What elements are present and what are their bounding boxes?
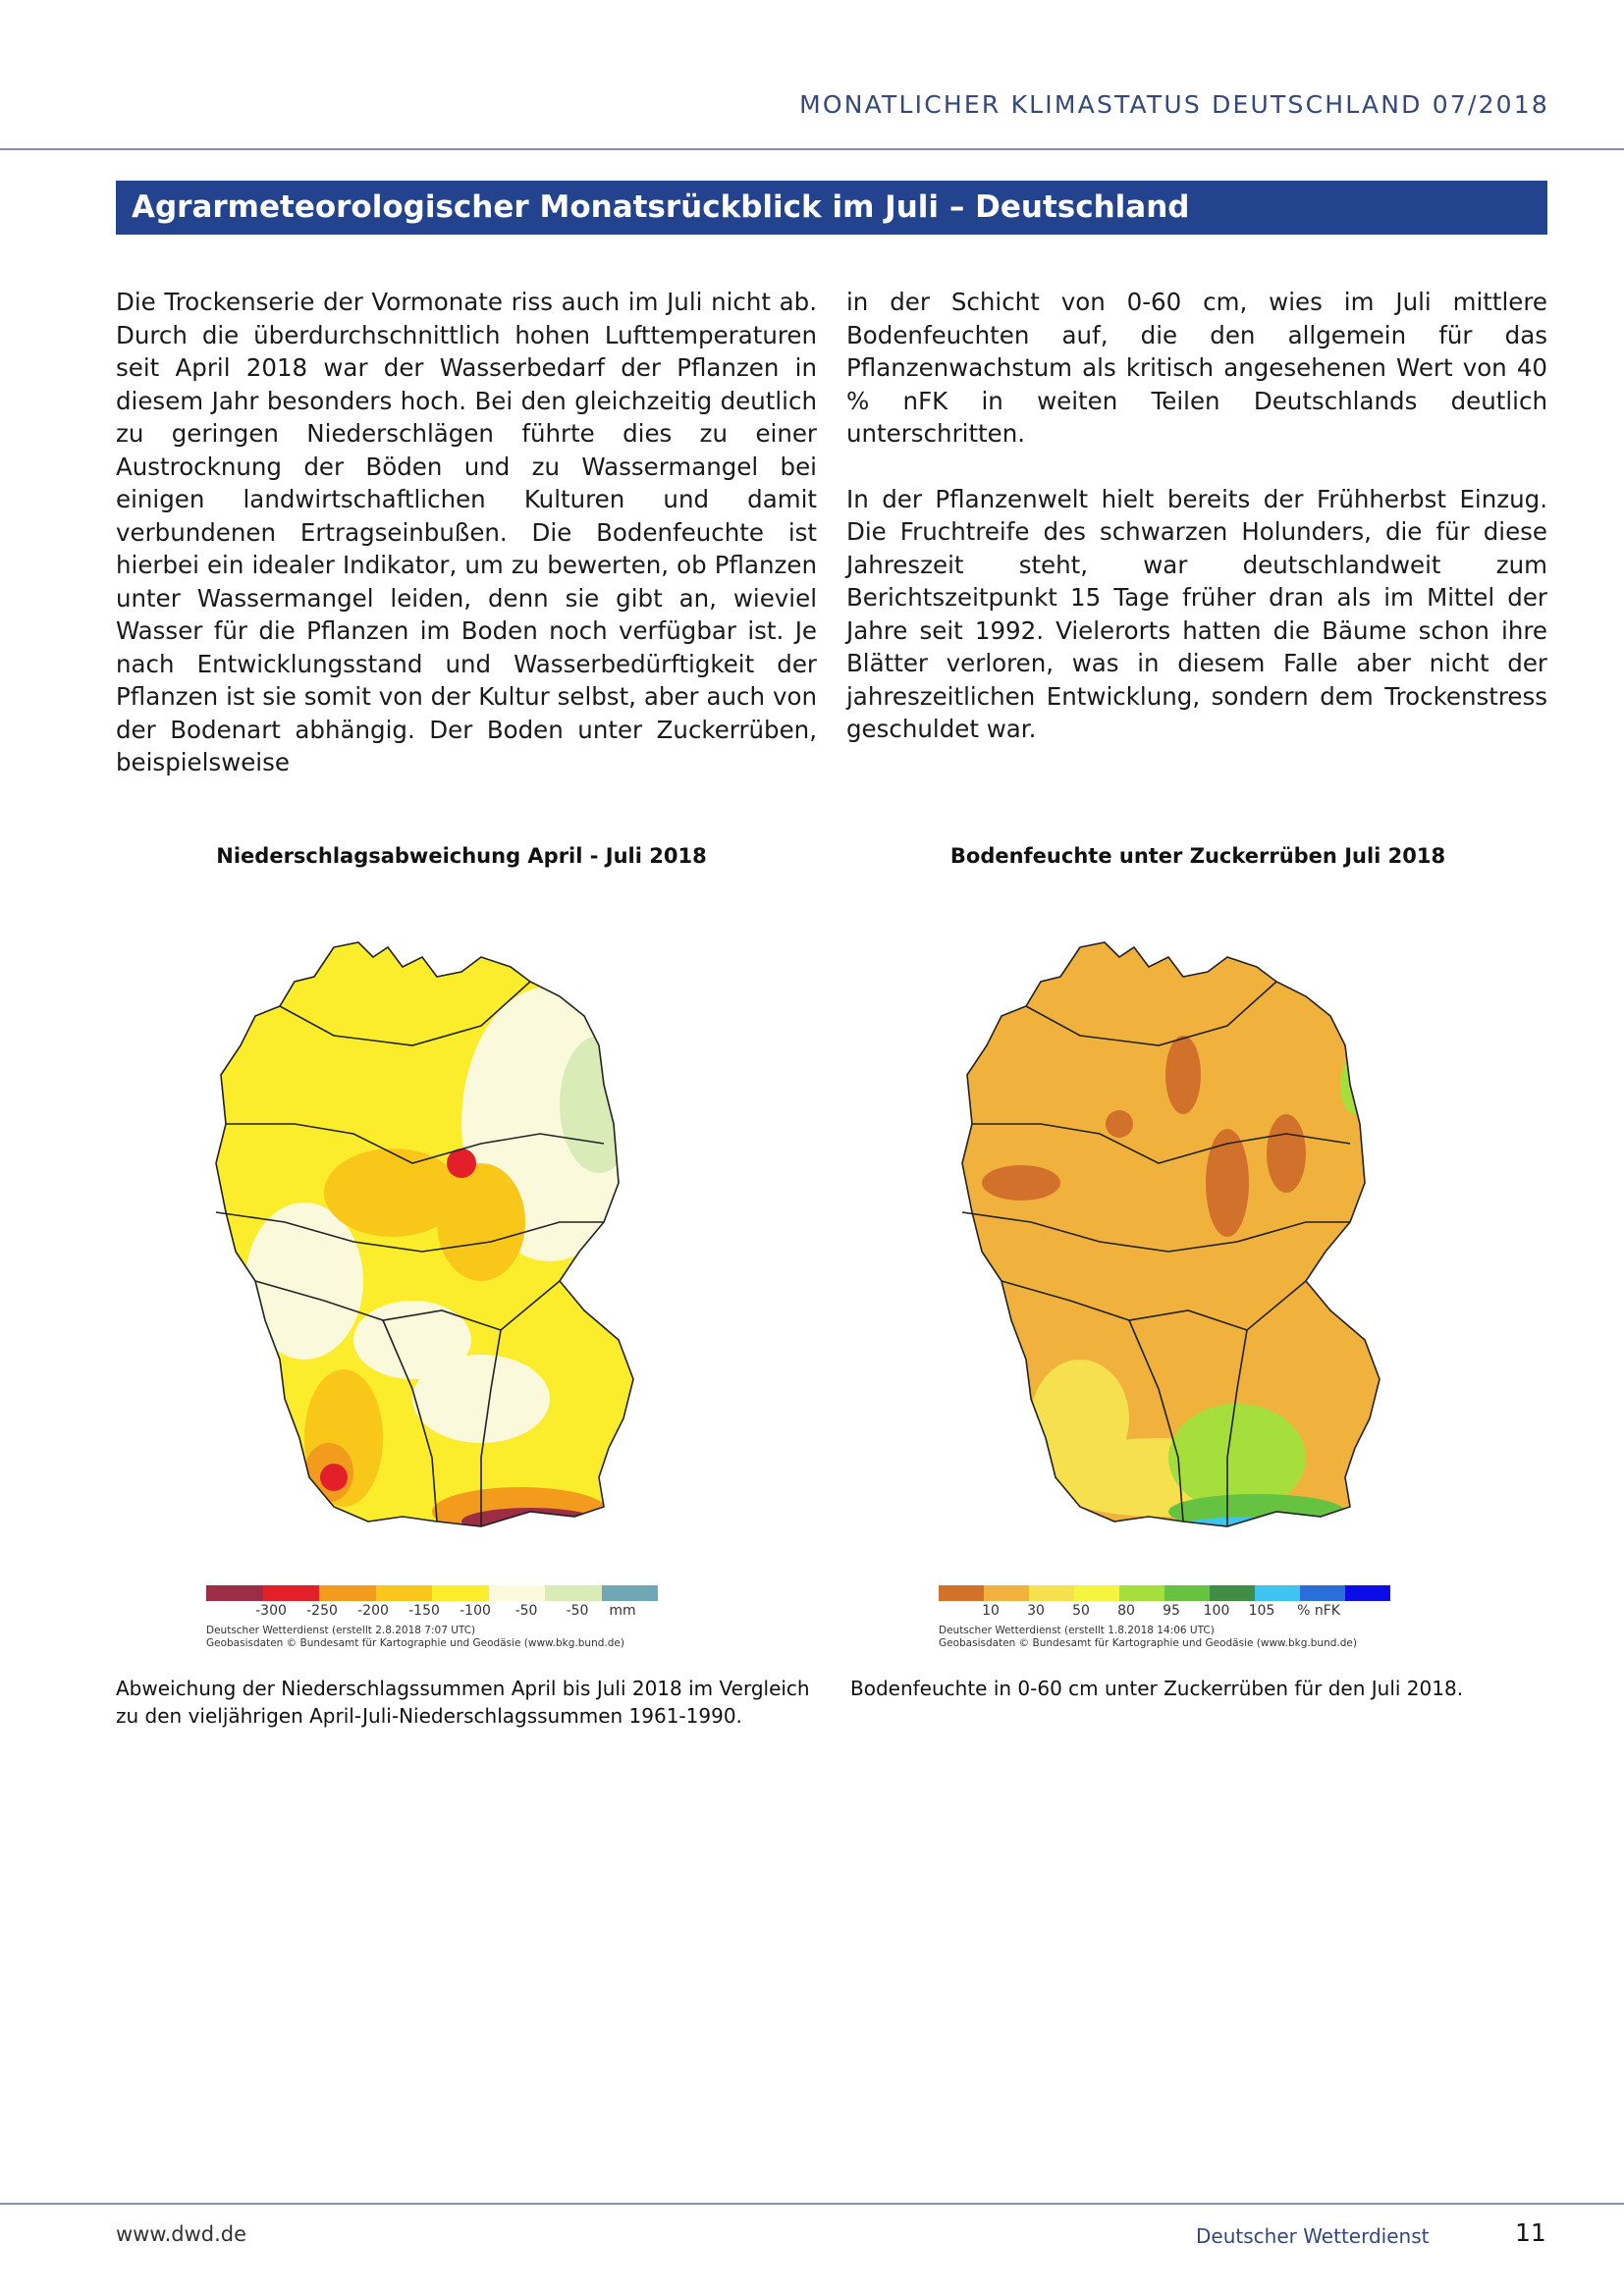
credit-line: Deutscher Wetterdienst (erstellt 1.8.2018 14:06 UTC) [939, 1625, 1215, 1636]
legend-swatch [1345, 1585, 1390, 1601]
legend-swatch [432, 1585, 489, 1601]
credit-line: Deutscher Wetterdienst (erstellt 2.8.2018 7:07 UTC) [206, 1625, 476, 1636]
credit-line: Geobasisdaten © Bundesamt für Kartographie und Geodäsie (www.bkg.bund.de) [206, 1637, 624, 1649]
legend-swatch [984, 1585, 1029, 1601]
body-paragraph: In der Pflanzenwelt hielt bereits der Frühherbst Einzug. Die Fruchtreife des schwarzen Holunders, die für diese Jahreszeit steht, war deutschlandweit zum Berichtszeitpunkt 15 Tage früher dran als im Mittel der Jahre seit 1992. Vielerorts hatten die Bäume schon ihre Blätter verloren, was in diesem Falle aber nicht der jahreszeitlichen Entwicklung, sondern dem Trockenstress geschuldet war. [846, 484, 1547, 743]
legend-label: -250 [306, 1603, 338, 1619]
legend-swatch [489, 1585, 546, 1601]
legend-label: 30 [1027, 1603, 1045, 1619]
soil-moisture-legend [939, 1585, 1390, 1601]
map-credit [939, 1625, 1390, 1650]
footer-divider [0, 2203, 1624, 2205]
legend-label: 80 [1117, 1603, 1135, 1619]
legend-swatch [263, 1585, 320, 1601]
legend-swatch [1210, 1585, 1255, 1601]
header-title: MONATLICHER KLIMASTATUS DEUTSCHLAND 07/2018 [799, 90, 1549, 119]
legend-label: -150 [408, 1603, 440, 1619]
legend-swatch [602, 1585, 659, 1601]
legend-label: 95 [1163, 1603, 1180, 1619]
legend-label: -100 [460, 1603, 491, 1619]
legend-label: -50 [514, 1603, 538, 1619]
footer-website-link[interactable]: www.dwd.de [116, 2222, 247, 2246]
precipitation-legend-labels [206, 1603, 658, 1619]
legend-swatch [376, 1585, 433, 1601]
legend-swatch [1029, 1585, 1074, 1601]
figure-title-precipitation: Niederschlagsabweichung April - Juli 2018 [216, 844, 707, 868]
figure-caption-precipitation: Abweichung der Niederschlagssummen April bis Juli 2018 im Vergleich zu den vieljährigen April-Juli-Niederschlagssummen 1961-1990. [116, 1677, 810, 1728]
body-paragraph: Die Trockenserie der Vormonate riss auch im Juli nicht ab. Durch die überdurchschnittlich hohen Lufttemperaturen seit April 2018 war der Wasserbedarf der Pflanzen in diesem Jahr besonders hoch. Bei den gleichzeitig deutlich zu geringen Niederschlägen führte dies zu einer Austrocknung der Böden und zu Wassermangel bei einigen landwirtschaftlichen Kulturen und damit verbundenen Ertragseinbußen. Die Bodenfeuchte ist hierbei ein idealer Indikator, um zu bewerten, ob Pflanzen unter Wassermangel leiden, denn sie gibt an, wieviel Wasser für die Pflanzen im Boden noch verfügbar ist. Je nach Entwicklungsstand und Wasserbedürftigkeit der Pflanzen ist sie somit von der Kultur selbst, aber auch von der Bodenart abhängig. Der Boden unter Zuckerrüben, beispielsweise [116, 288, 817, 776]
body-paragraph: in der Schicht von 0-60 cm, wies im Juli mittlere Bodenfeuchten auf, die den allgemein für das Pflanzenwachstum als kritisch angesehenen Wert von 40 % nFK in weiten Teilen Deutschlands deutlich unterschritten. [846, 288, 1547, 448]
figure-title-soil-moisture: Bodenfeuchte unter Zuckerrüben Juli 2018 [949, 844, 1446, 868]
figure-caption-soil-moisture: Bodenfeuchte in 0-60 cm unter Zuckerrüben für den Juli 2018. [850, 1677, 1464, 1700]
section-title: Agrarmeteorologischer Monatsrückblick im Juli – Deutschland [116, 181, 1547, 235]
footer-organization: Deutscher Wetterdienst [1196, 2224, 1430, 2248]
legend-swatch [1255, 1585, 1300, 1601]
map-credit [206, 1625, 658, 1650]
legend-swatch [939, 1585, 984, 1601]
legend-unit: mm [609, 1603, 636, 1619]
legend-label: 105 [1248, 1603, 1275, 1619]
legend-label: 10 [982, 1603, 1000, 1619]
precipitation-map [187, 928, 697, 1650]
legend-swatch [1300, 1585, 1345, 1601]
credit-line: Geobasisdaten © Bundesamt für Kartographie und Geodäsie (www.bkg.bund.de) [939, 1637, 1357, 1649]
legend-swatch [1074, 1585, 1119, 1601]
legend-label: 50 [1072, 1603, 1090, 1619]
legend-swatch [545, 1585, 602, 1601]
legend-swatch [319, 1585, 376, 1601]
soil-moisture-map [933, 928, 1443, 1650]
legend-unit: % nFK [1297, 1603, 1340, 1619]
page-number: 11 [1515, 2218, 1546, 2247]
legend-swatch [1164, 1585, 1210, 1601]
text-column-left [116, 286, 817, 812]
legend-label: -200 [357, 1603, 389, 1619]
legend-swatch [1119, 1585, 1164, 1601]
precipitation-legend [206, 1585, 658, 1601]
soil-moisture-legend-labels [939, 1603, 1390, 1619]
legend-label: -300 [255, 1603, 287, 1619]
legend-label: 100 [1203, 1603, 1230, 1619]
text-column-right [846, 286, 1547, 778]
legend-swatch [206, 1585, 263, 1601]
legend-label: -50 [566, 1603, 589, 1619]
header-divider [0, 148, 1624, 150]
